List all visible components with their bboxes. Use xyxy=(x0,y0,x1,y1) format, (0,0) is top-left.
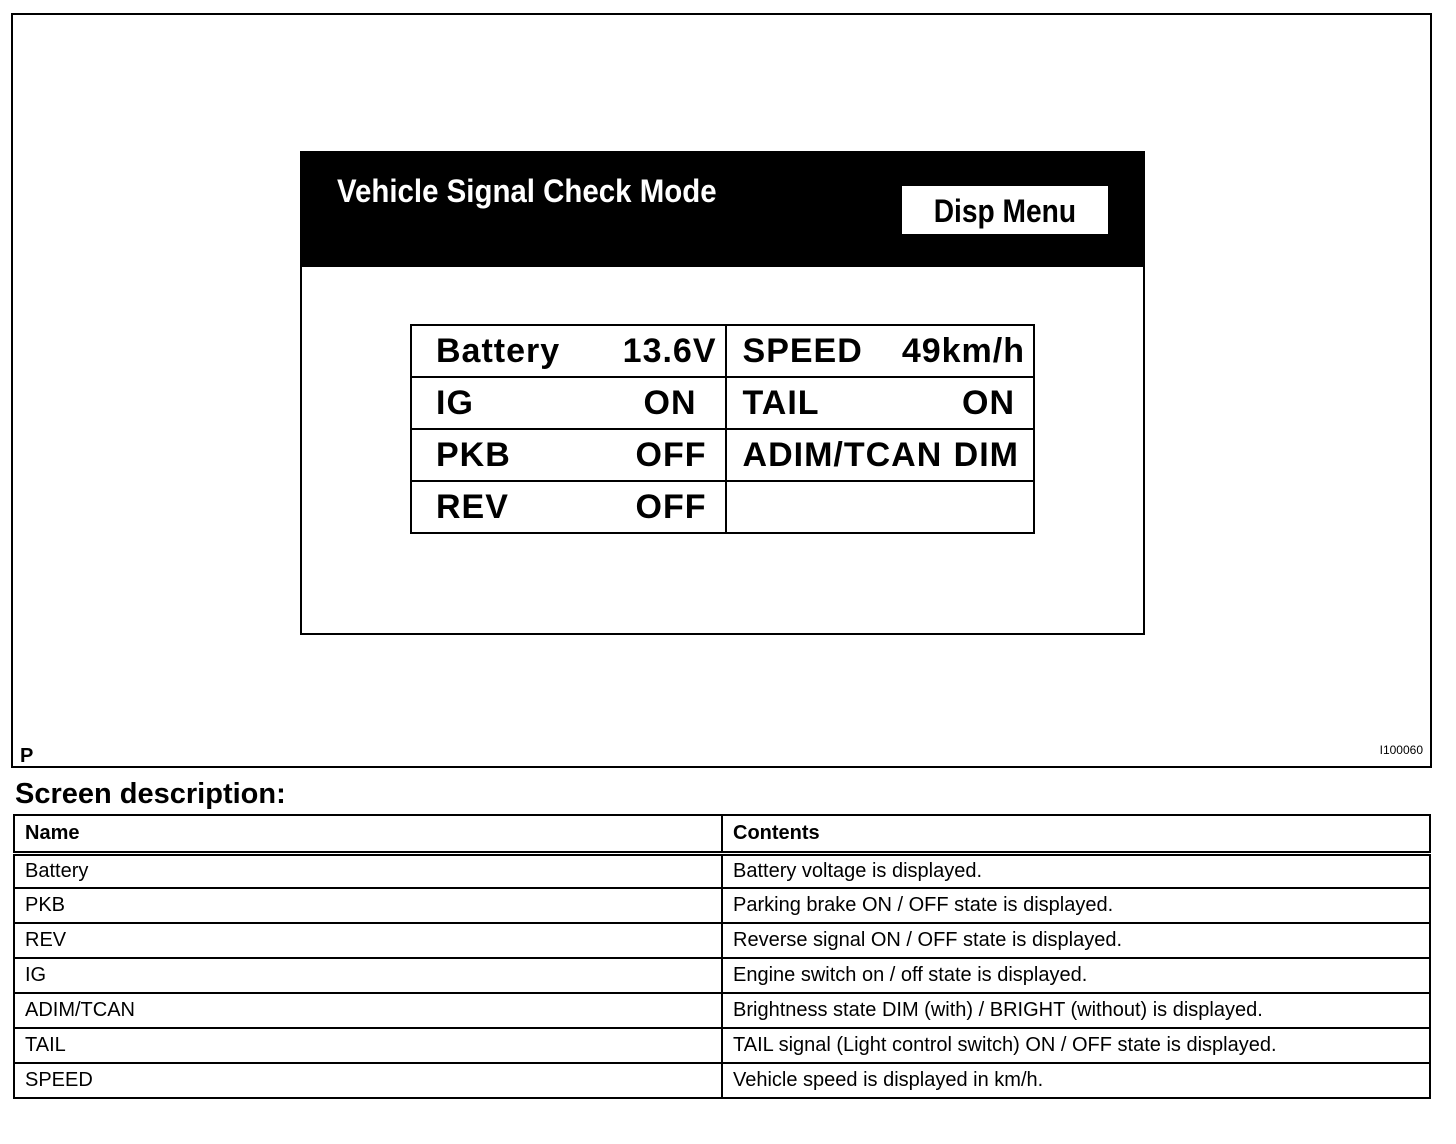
screen-header xyxy=(302,153,1143,267)
screen-title: Vehicle Signal Check Mode xyxy=(337,173,717,209)
row-contents: Vehicle speed is displayed in km/h. xyxy=(722,1063,1430,1098)
signal-name: TAIL xyxy=(742,383,820,422)
header-name: Name xyxy=(14,815,722,853)
figure-code: I100060 xyxy=(1379,743,1423,757)
table-row xyxy=(14,1028,1430,1063)
signal-row xyxy=(411,377,1034,429)
row-name: Battery xyxy=(14,853,722,888)
signal-value: DIM xyxy=(953,435,1019,474)
signal-table xyxy=(410,324,1035,534)
description-table xyxy=(13,814,1431,1099)
row-contents: Reverse signal ON / OFF state is displayed. xyxy=(722,923,1430,958)
signal-row xyxy=(411,429,1034,481)
row-contents: TAIL signal (Light control switch) ON / OFF state is displayed. xyxy=(722,1028,1430,1063)
row-name: REV xyxy=(14,923,722,958)
signal-value: OFF xyxy=(635,487,707,526)
signal-cell xyxy=(726,429,1034,481)
signal-cell xyxy=(411,325,726,377)
signal-cell xyxy=(411,481,726,533)
table-row xyxy=(14,1063,1430,1098)
header-row xyxy=(14,815,1430,853)
row-name: SPEED xyxy=(14,1063,722,1098)
signal-row xyxy=(411,325,1034,377)
signal-cell xyxy=(411,429,726,481)
signal-value: ON xyxy=(643,383,697,422)
table-row xyxy=(14,888,1430,923)
corner-mark: P xyxy=(20,745,34,767)
signal-name: IG xyxy=(436,383,474,422)
signal-value: ON xyxy=(962,383,1015,422)
row-contents: Parking brake ON / OFF state is displayed. xyxy=(722,888,1430,923)
signal-value: 13.6V xyxy=(622,331,717,370)
signal-cell-empty xyxy=(726,481,1034,533)
header-contents: Contents xyxy=(722,815,1430,853)
table-row xyxy=(14,993,1430,1028)
signal-cell xyxy=(726,325,1034,377)
table-row xyxy=(14,958,1430,993)
table-row xyxy=(14,923,1430,958)
row-name: PKB xyxy=(14,888,722,923)
disp-menu-button[interactable] xyxy=(902,186,1108,234)
display-screen xyxy=(300,151,1145,635)
signal-name: Battery xyxy=(436,331,561,370)
signal-name: PKB xyxy=(436,435,511,474)
row-contents: Brightness state DIM (with) / BRIGHT (without) is displayed. xyxy=(722,993,1430,1028)
signal-cell xyxy=(726,377,1034,429)
disp-menu-label: Disp Menu xyxy=(933,193,1077,229)
row-name: IG xyxy=(14,958,722,993)
signal-value: 49km/h xyxy=(901,331,1025,370)
signal-name: ADIM/TCAN xyxy=(742,435,943,474)
signal-value: OFF xyxy=(635,435,707,474)
figure-frame xyxy=(11,13,1432,768)
signal-name: SPEED xyxy=(742,331,863,370)
signal-row xyxy=(411,481,1034,533)
section-title: Screen description: xyxy=(15,778,286,810)
row-contents: Engine switch on / off state is displayed. xyxy=(722,958,1430,993)
row-name: ADIM/TCAN xyxy=(14,993,722,1028)
row-name: TAIL xyxy=(14,1028,722,1063)
signal-name: REV xyxy=(436,487,509,526)
table-row xyxy=(14,853,1430,888)
signal-cell xyxy=(411,377,726,429)
row-contents: Battery voltage is displayed. xyxy=(722,853,1430,888)
